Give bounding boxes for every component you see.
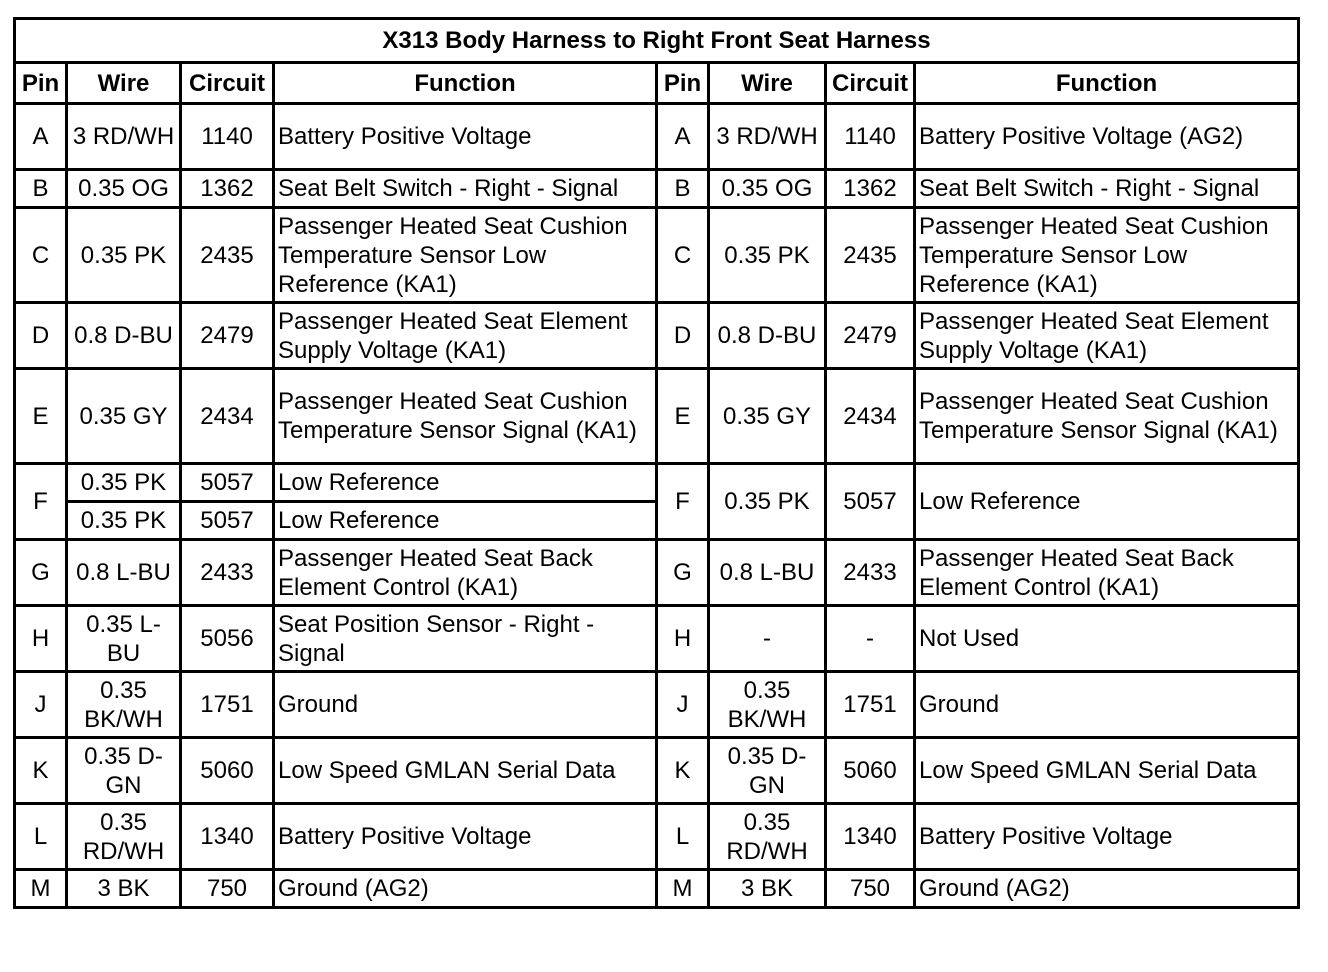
table-row [15,606,1299,672]
header-function-left: Function [274,63,657,104]
table-title: X313 Body Harness to Right Front Seat Harness [15,19,1299,63]
function-cell-right: Battery Positive Voltage (AG2) [915,104,1299,170]
circuit-cell-left: 5057 [181,464,274,502]
wire-cell-right: 0.35 RD/WH [709,804,826,870]
circuit-cell-left: 2479 [181,303,274,369]
pin-cell-left: A [15,104,67,170]
circuit-cell-right: 2435 [826,208,915,303]
function-cell-left: Low Reference [274,464,657,502]
wire-cell-left: 0.8 D-BU [67,303,181,369]
header-row [15,63,1299,104]
pin-cell-right: G [657,540,709,606]
wire-cell-left: 0.35 BK/WH [67,672,181,738]
function-cell-left: Passenger Heated Seat Cushion Temperature Sensor Signal (KA1) [274,369,657,464]
wire-cell-right: - [709,606,826,672]
pin-cell-right: M [657,870,709,908]
wire-cell-left: 0.35 GY [67,369,181,464]
pin-cell-right: L [657,804,709,870]
table-row [15,303,1299,369]
circuit-cell-right: 1340 [826,804,915,870]
pinout-table-container [13,17,1300,909]
circuit-cell-left: 2433 [181,540,274,606]
function-cell-left: Seat Belt Switch - Right - Signal [274,170,657,208]
wire-cell-left: 3 RD/WH [67,104,181,170]
table-row [15,208,1299,303]
pin-cell-right: A [657,104,709,170]
pin-cell-right: K [657,738,709,804]
pin-cell-right: D [657,303,709,369]
pin-cell-right: F [657,464,709,540]
table-row [15,738,1299,804]
circuit-cell-right: 750 [826,870,915,908]
circuit-cell-left: 1751 [181,672,274,738]
pinout-table [13,17,1300,909]
wire-cell-left: 0.35 PK [67,502,181,540]
circuit-cell-left: 5056 [181,606,274,672]
table-row [15,464,1299,502]
circuit-cell-left: 2435 [181,208,274,303]
header-function-right: Function [915,63,1299,104]
function-cell-right: Passenger Heated Seat Cushion Temperature Sensor Low Reference (KA1) [915,208,1299,303]
header-circuit-right: Circuit [826,63,915,104]
header-pin-right: Pin [657,63,709,104]
circuit-cell-right: 1140 [826,104,915,170]
pin-cell-right: C [657,208,709,303]
pin-cell-left: F [15,464,67,540]
circuit-cell-left: 2434 [181,369,274,464]
function-cell-right: Ground [915,672,1299,738]
wire-cell-right: 0.35 GY [709,369,826,464]
function-cell-right: Low Reference [915,464,1299,540]
header-wire-right: Wire [709,63,826,104]
function-cell-left: Low Reference [274,502,657,540]
table-row [15,104,1299,170]
wire-cell-right: 0.35 BK/WH [709,672,826,738]
function-cell-right: Passenger Heated Seat Back Element Control (KA1) [915,540,1299,606]
circuit-cell-right: 2434 [826,369,915,464]
circuit-cell-left: 750 [181,870,274,908]
wire-cell-right: 0.35 PK [709,208,826,303]
circuit-cell-left: 5060 [181,738,274,804]
circuit-cell-right: 2433 [826,540,915,606]
wire-cell-right: 0.8 L-BU [709,540,826,606]
header-wire-left: Wire [67,63,181,104]
function-cell-right: Passenger Heated Seat Element Supply Voltage (KA1) [915,303,1299,369]
pin-cell-left: C [15,208,67,303]
circuit-cell-right: 1362 [826,170,915,208]
circuit-cell-right: 1751 [826,672,915,738]
circuit-cell-left: 1340 [181,804,274,870]
function-cell-left: Ground [274,672,657,738]
wire-cell-left: 0.35 OG [67,170,181,208]
circuit-cell-left: 5057 [181,502,274,540]
pin-cell-right: J [657,672,709,738]
function-cell-left: Seat Position Sensor - Right - Signal [274,606,657,672]
function-cell-right: Seat Belt Switch - Right - Signal [915,170,1299,208]
pin-cell-left: K [15,738,67,804]
table-row [15,804,1299,870]
circuit-cell-left: 1362 [181,170,274,208]
wire-cell-left: 0.35 L-BU [67,606,181,672]
wire-cell-left: 0.35 RD/WH [67,804,181,870]
pin-cell-left: H [15,606,67,672]
pinout-table-body [15,104,1299,908]
table-row [15,870,1299,908]
function-cell-left: Passenger Heated Seat Back Element Control (KA1) [274,540,657,606]
function-cell-left: Low Speed GMLAN Serial Data [274,738,657,804]
pin-cell-right: B [657,170,709,208]
wire-cell-left: 0.8 L-BU [67,540,181,606]
pin-cell-left: D [15,303,67,369]
function-cell-right: Battery Positive Voltage [915,804,1299,870]
circuit-cell-left: 1140 [181,104,274,170]
wire-cell-right: 0.35 PK [709,464,826,540]
function-cell-right: Not Used [915,606,1299,672]
table-row [15,369,1299,464]
pin-cell-left: E [15,369,67,464]
function-cell-left: Passenger Heated Seat Element Supply Voltage (KA1) [274,303,657,369]
wire-cell-left: 0.35 PK [67,208,181,303]
function-cell-right: Passenger Heated Seat Cushion Temperature Sensor Signal (KA1) [915,369,1299,464]
function-cell-left: Passenger Heated Seat Cushion Temperature Sensor Low Reference (KA1) [274,208,657,303]
table-row [15,540,1299,606]
pin-cell-left: J [15,672,67,738]
wire-cell-right: 0.35 D-GN [709,738,826,804]
wire-cell-left: 3 BK [67,870,181,908]
function-cell-left: Ground (AG2) [274,870,657,908]
header-circuit-left: Circuit [181,63,274,104]
wire-cell-right: 0.8 D-BU [709,303,826,369]
pin-cell-left: M [15,870,67,908]
wire-cell-right: 0.35 OG [709,170,826,208]
header-pin-left: Pin [15,63,67,104]
pin-cell-right: E [657,369,709,464]
circuit-cell-right: 5057 [826,464,915,540]
wire-cell-left: 0.35 PK [67,464,181,502]
pin-cell-left: L [15,804,67,870]
function-cell-right: Low Speed GMLAN Serial Data [915,738,1299,804]
wire-cell-right: 3 BK [709,870,826,908]
function-cell-left: Battery Positive Voltage [274,104,657,170]
circuit-cell-right: 5060 [826,738,915,804]
table-row [15,672,1299,738]
wire-cell-right: 3 RD/WH [709,104,826,170]
circuit-cell-right: - [826,606,915,672]
title-row [15,19,1299,63]
pin-cell-left: B [15,170,67,208]
function-cell-left: Battery Positive Voltage [274,804,657,870]
pin-cell-left: G [15,540,67,606]
table-row [15,170,1299,208]
circuit-cell-right: 2479 [826,303,915,369]
wire-cell-left: 0.35 D-GN [67,738,181,804]
pin-cell-right: H [657,606,709,672]
function-cell-right: Ground (AG2) [915,870,1299,908]
